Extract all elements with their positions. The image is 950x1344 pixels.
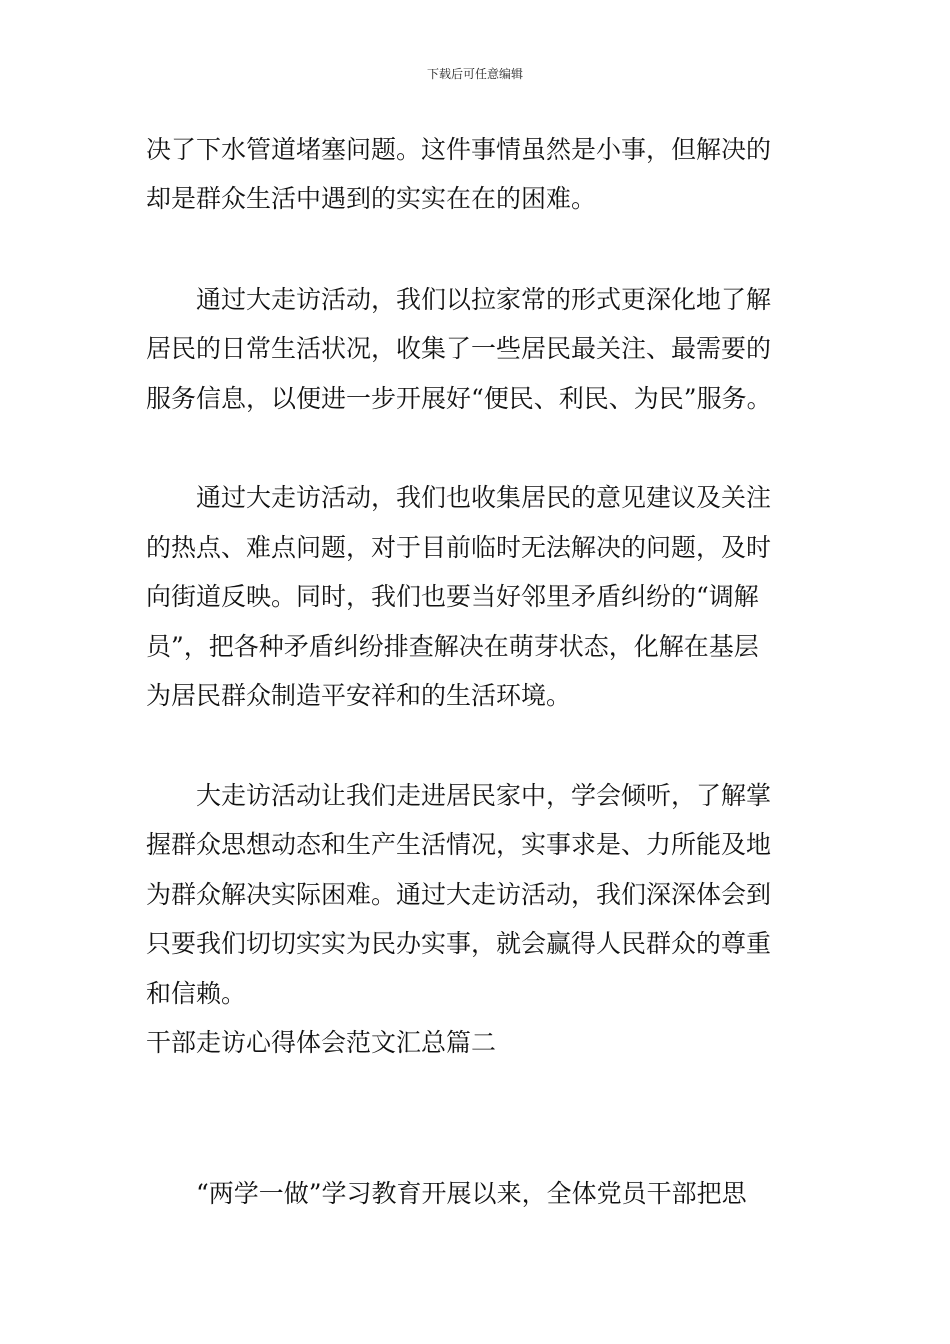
paragraph-2-line-1: 通过大走访活动，我们以拉家常的形式更深化地了解: [196, 285, 772, 314]
paragraph-4-line-4: 只要我们切切实实为民办实事，就会赢得人民群众的尊重: [146, 929, 772, 958]
paragraph-1-line-2: 却是群众生活中遇到的实实在在的困难。: [146, 184, 597, 213]
paragraph-4-line-2: 握群众思想动态和生产生活情况，实事求是、力所能及地: [146, 830, 772, 859]
final-paragraph-line-1: “两学一做”学习教育开展以来，全体党员干部把思: [196, 1179, 747, 1208]
paragraph-2-line-2: 居民的日常生活状况，收集了一些居民最关注、最需要的: [146, 334, 772, 363]
paragraph-4-line-5: 和信赖。: [146, 979, 247, 1008]
paragraph-4-line-3: 为群众解决实际困难。通过大走访活动，我们深深体会到: [146, 880, 772, 909]
paragraph-3-line-3: 向街道反映。同时，我们也要当好邻里矛盾纠纷的“调解: [146, 582, 759, 611]
paragraph-3-line-1: 通过大走访活动，我们也收集居民的意见建议及关注: [196, 483, 772, 512]
section-title: 干部走访心得体会范文汇总篇二: [146, 1028, 497, 1057]
header-note: 下载后可任意编辑: [426, 67, 523, 81]
paragraph-3-line-4: 员”，把各种矛盾纠纷排查解决在萌芽状态，化解在基层: [146, 632, 759, 661]
paragraph-4-line-1: 大走访活动让我们走进居民家中，学会倾听，了解掌: [196, 781, 772, 810]
paragraph-1-line-1: 决了下水管道堵塞问题。这件事情虽然是小事，但解决的: [146, 135, 772, 164]
paragraph-3-line-5: 为居民群众制造平安祥和的生活环境。: [146, 681, 572, 710]
paragraph-2-line-3: 服务信息，以便进一步开展好“便民、利民、为民”服务。: [146, 384, 772, 413]
paragraph-3-line-2: 的热点、难点问题，对于目前临时无法解决的问题，及时: [146, 533, 772, 562]
